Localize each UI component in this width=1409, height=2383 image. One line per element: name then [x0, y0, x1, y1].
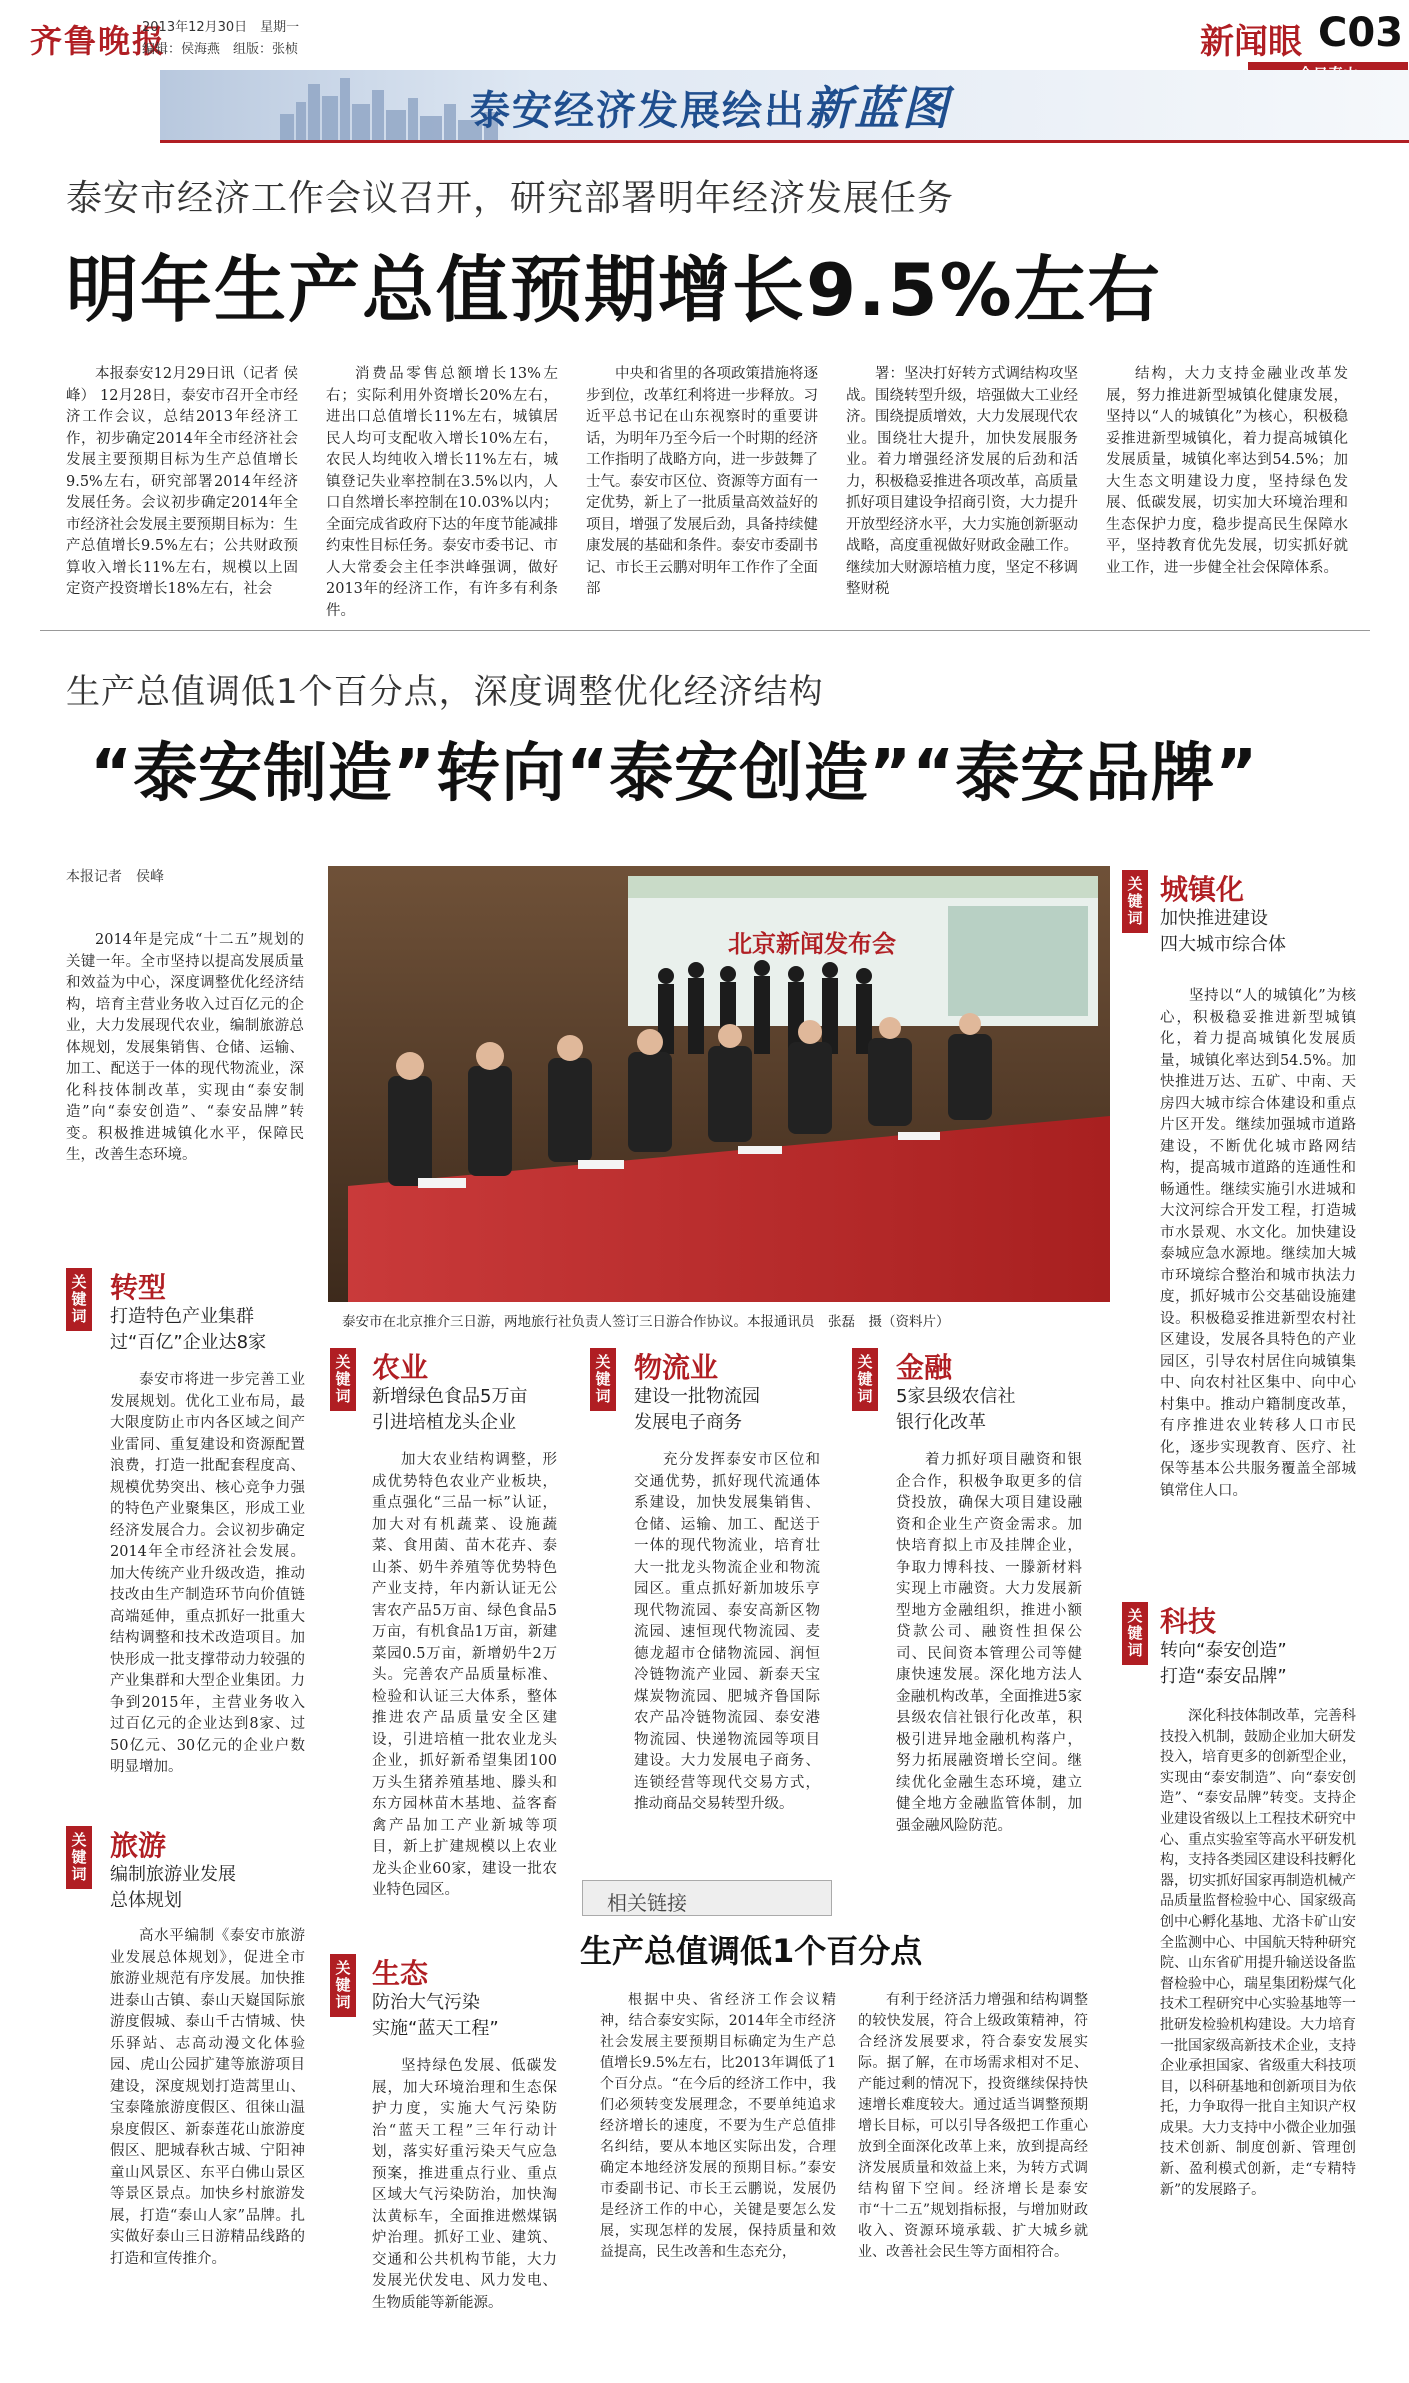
story2-byline: 本报记者 侯峰: [66, 869, 164, 885]
section-text-logistics: 充分发挥泰安市区位和交通优势，抓好现代流通体系建设，加快发展集销售、仓储、运输、加工、配送于一体的现代物流业，培育壮大一批龙头物流企业和物流园区。重点抓好新加坡乐亨现代物流园、泰安高新区物流园、速恒现代物流园、麦德龙超市仓储物流园、润恒冷链物流产业园、新泰天宝煤炭物流园、肥城齐鲁国际农产品冷链物流园、泰安港物流园、快递物流园等项目建设。大力发展电子商务、连锁经营等现代交易方式，推动商品交易转型升级。: [634, 1452, 820, 1812]
keyword-tag: 关键词: [1122, 1602, 1148, 1665]
story1-headline: 明年生产总值预期增长9.5%左右: [66, 248, 1162, 332]
related-link-tag: 相关链接: [582, 1880, 832, 1916]
photo-caption: 泰安市在北京推介三日游，两地旅行社负责人签订三日游合作协议。本报通讯员 张磊 摄（资料片）: [342, 1314, 950, 1330]
section-title-transformation: 转型: [110, 1271, 167, 1304]
story1-column-5: 结构，大力支持金融业改革发展，努力推进新型城镇化健康发展，坚持以“人的城镇化”为核心，积极稳妥推进新型城镇化，着力提高城镇化发展质量，城镇化率达到54.5%；加大生态文明建设力度，坚持绿色发展、低碳发展，切实加大环境治理和生态保护力度，稳步提高民生保障水平，坚持教育优先发展，切实抓好就业工作，进一步健全社会保障体系。: [1106, 366, 1348, 576]
story2-subtitle: 生产总值调低1个百分点，深度调整优化经济结构: [66, 672, 824, 712]
banner-title-main: 泰安经济发展绘出: [470, 88, 806, 134]
keyword-tag: 关键词: [66, 1826, 92, 1889]
banner-title-highlight: 新蓝图: [806, 81, 950, 135]
section-title-urbanization: 城镇化: [1160, 873, 1245, 906]
issue-date: 2013年12月30日 星期一: [142, 20, 300, 35]
section-text-technology: 深化科技体制改革，完善科技投入机制，鼓励企业加大研发投入，培育更多的创新型企业，实现由“泰安制造”、向“泰安创造”、“泰安品牌”转变。支持企业建设省级以上工程技术研究中心、重点实验室等高水平研发机构，支持各类园区建设科技孵化器，切实抓好国家再制造机械产品质量监督检验中心、国家级高创中心孵化基地、尤洛卡矿山安全监测中心、中国航天特种研究院、山东省矿用提升输送设备监督检验中心，瑞星集团粉煤气化技术工程研究中心实验基地等一批研发检验机构建设。大力培育一批国家级高新技术企业，支持企业承担国家、省级重大科技项目，以科研基地和创新项目为依托，力争取得一批自主知识产权成果。大力支持中小微企业加强技术创新、制度创新、管理创新、盈利模式创新，走“专精特新”的发展路子。: [1160, 1708, 1356, 2198]
section-title-finance: 金融: [896, 1351, 953, 1384]
header-rule: [160, 140, 1409, 143]
banner-title: [470, 72, 950, 138]
story2-headline: “泰安制造”转向“泰安创造”“泰安品牌”: [90, 737, 1259, 811]
section-subtitle-finance: 5家县级农信社 银行化改革: [896, 1386, 1016, 1433]
photo-banner-text: 北京新闻发布会: [728, 930, 896, 958]
section-title-ecology: 生态: [372, 1957, 429, 1990]
section-subtitle-ecology: 防治大气污染 实施“蓝天工程”: [372, 1992, 499, 2039]
keyword-tag: 关键词: [590, 1348, 616, 1411]
section-title-tourism: 旅游: [110, 1829, 167, 1862]
photo-illustration: [328, 866, 1110, 1302]
related-link-title: 生产总值调低1个百分点: [580, 1932, 923, 1970]
section-subtitle-urbanization: 加快推进建设 四大城市综合体: [1160, 908, 1286, 955]
keyword-tag: 关键词: [66, 1268, 92, 1331]
keyword-tag: 关键词: [852, 1348, 878, 1411]
keyword-tag: 关键词: [330, 1348, 356, 1411]
keyword-tag: 关键词: [330, 1954, 356, 2017]
story1-subtitle: 泰安市经济工作会议召开，研究部署明年经济发展任务: [66, 178, 955, 219]
section-title-technology: 科技: [1160, 1605, 1217, 1638]
section-text-agriculture: 加大农业结构调整，形成优势特色农业产业板块，重点强化“三品一标”认证，加大对有机蔬菜、设施蔬菜、食用菌、苗木花卉、泰山茶、奶牛养殖等优势特色产业支持，年内新认证无公害农产品5万亩、绿色食品5万亩，有机食品1万亩，新建菜园0.5万亩，新增奶牛2万头。完善农产品质量标准、检验和认证三大体系，整体推进农产品质量安全区建设，引进培植一批农业龙头企业，抓好新希望集团100万头生猪养殖基地、滕头和东方园林苗木基地、益客畜禽产品加工产业新城等项目，新上扩建规模以上农业龙头企业60家，建设一批农业特色园区。: [372, 1452, 557, 1898]
section-subtitle-transformation: 打造特色产业集群 过“百亿”企业达8家: [110, 1306, 267, 1353]
section-subtitle-tourism: 编制旅游业发展 总体规划: [110, 1864, 236, 1911]
section-text-ecology: 坚持绿色发展、低碳发展，加大环境治理和生态保护力度，实施大气污染防治“蓝天工程”三年行动计划，落实好重污染天气应急预案，推进重点行业、重点区域大气污染防治，加快淘汰黄标车，全面推进燃煤锅炉治理。抓好工业、建筑、交通和公共机构节能，大力发展光伏发电、风力发电、生物质能等新能源。: [372, 2058, 557, 2311]
story1-column-4: 署：坚决打好转方式调结构攻坚战。围绕转型升级，培强做大工业经济。围绕提质增效，大力发展现代农业。围绕壮大提升，加快发展服务业。着力增强经济发展的后劲和活力，积极稳妥推进各项改革，高质量抓好项目建设争招商引资，大力提升开放型经济水平，大力实施创新驱动战略，高度重视做好财政金融工作。继续加大财源培植力度，坚定不移调整财税: [846, 366, 1078, 597]
page-number: C03: [1318, 10, 1404, 56]
section-subtitle-agriculture: 新增绿色食品5万亩 引进培植龙头企业: [372, 1386, 528, 1433]
keyword-tag: 关键词: [1122, 870, 1148, 933]
section-subtitle-logistics: 建设一批物流园 发展电子商务: [634, 1386, 760, 1433]
section-text-finance: 着力抓好项目融资和银企合作，积极争取更多的信贷投放，确保大项目建设融资和企业生产资金需求。加快培育拟上市及挂牌企业，争取力博科技、一滕新材料实现上市融资。大力发展新型地方金融组织，推进小额贷款公司、融资性担保公司、民间资本管理公司等健康快速发展。深化地方法人金融机构改革，全面推进5家县级农信社银行化改革，积极引进异地金融机构落户，努力拓展融资增长空间。继续优化金融生态环境，建立健全地方金融监管体制，加强金融风险防范。: [896, 1452, 1082, 1834]
story-separator: [40, 630, 1370, 631]
story2-intro: 2014年是完成“十二五”规划的关键一年。全市坚持以提高发展质量和效益为中心，深度调整优化经济结构，培育主营业务收入过百亿元的企业，大力发展现代农业，编制旅游总体规划，发展集销售、仓储、运输、加工、配送于一体的现代物流业，深化科技体制改革，实现由“泰安制造”向“泰安创造”、“泰安品牌”转变。积极推进城镇化水平，保障民生，改善生态环境。: [66, 932, 304, 1163]
editor-credits: 编辑：侯海燕 组版：张桢: [142, 42, 299, 57]
newspaper-name: 齐鲁晚报: [30, 22, 167, 60]
story1-column-3: 中央和省里的各项政策措施将逐步到位，改革红利将进一步释放。习近平总书记在山东视察时的重要讲话，为明年乃至今后一个时期的经济工作指明了战略方向，进一步鼓舞了士气。泰安市区位、资源等方面有一定优势，新上了一批质量高效益好的项目，增强了发展后劲，具备持续健康发展的基础和条件。泰安市委副书记、市长王云鹏对明年工作作了全面部: [586, 366, 818, 597]
section-name: 新闻眼: [1200, 22, 1302, 62]
related-column-2: 有利于经济活力增强和结构调整的较快发展，符合上级政策精神，符合经济发展要求，符合泰安发展实际。据了解，在市场需求相对不足、产能过剩的情况下，投资继续保持快速增长难度较大。通过适当调整预期增长目标，可以引导各级把工作重心放到全面深化改革上来，放到提高经济发展质量和效益上来，为转方式调结构留下空间。经济增长是泰安市“十二五”规划指标报，与增加财政收入、资源环境承载、扩大城乡就业、改善社会民生等方面相符合。: [858, 1992, 1088, 2260]
story1-column-2: 消费品零售总额增长13%左右；实际利用外资增长20%左右，进出口总值增长11%左右，城镇居民人均可支配收入增长10%左右，农民人均纯收入增长11%左右，城镇登记失业率控制在3.5%以内，人口自然增长率控制在10.03%以内；全面完成省政府下达的年度节能减排约束性目标任务。泰安市委书记、市人大常委会主任李洪峰强调，做好2013年的经济工作，有许多有利条件。: [326, 366, 558, 619]
section-text-transformation: 泰安市将进一步完善工业发展规划。优化工业布局，最大限度防止市内各区域之间产业雷同、重复建设和资源配置浪费，打造一批配套程度高、规模优势突出、核心竞争力强的特色产业聚集区，形成工业经济发展合力。会议初步确定2014年全市经济社会发展。加大传统产业升级改造，推动技改由生产制造环节向价值链高端延伸，重点抓好一批重大结构调整和技术改造项目。加快形成一批支撑带动力较强的产业集群和大型企业集团。力争到2015年，主营业务收入过百亿元的企业达到8家、过50亿元、30亿元的企业户数明显增加。: [110, 1372, 305, 1775]
story1-column-1: 本报泰安12月29日讯（记者 侯峰） 12月28日，泰安市召开全市经济工作会议，总结2013年经济工作，初步确定2014年全市经济社会发展主要预期目标为生产总值增长9.5%左右，研究部署2014年经济发展任务。会议初步确定2014年全市经济社会发展主要预期目标为：生产总值增长9.5%左右；公共财政预算收入增长11%左右，规模以上固定资产投资增长18%左右，社会: [66, 366, 298, 597]
section-title-agriculture: 农业: [372, 1351, 429, 1384]
section-subtitle-technology: 转向“泰安创造” 打造“泰安品牌”: [1160, 1640, 1287, 1687]
signing-ceremony-photo: [328, 866, 1110, 1302]
section-text-tourism: 高水平编制《泰安市旅游业发展总体规划》，促进全市旅游业规范有序发展。加快推进泰山古镇、泰山天嶷国际旅游度假城、泰山千古情城、快乐驿站、志高动漫文化体验园、虎山公园扩建等旅游项目建设，深度规划打造蒿里山、宝泰隆旅游度假区、徂徕山温泉度假区、新泰莲花山旅游度假区、肥城春秋古城、宁阳神童山风景区、东平白佛山景区等景区景点。加快乡村旅游发展，打造“泰山人家”品牌。扎实做好泰山三日游精品线路的打造和宣传推介。: [110, 1928, 305, 2267]
section-text-urbanization: 坚持以“人的城镇化”为核心，积极稳妥推进新型城镇化，着力提高城镇化发展质量，城镇化率达到54.5%。加快推进万达、五矿、中南、天房四大城市综合体建设和重点片区开发。继续加强城市道路建设，不断优化城市路网结构，提高城市道路的连通性和畅通性。继续实施引水进城和大汶河综合开发工程，打造城市水景观、水文化。加快建设泰城应急水源地。继续加大城市环境综合整治和城市执法力度，抓好城市公交基础设施建设。积极稳妥推进新型农村社区建设，发展各具特色的产业园区，引导农村居住向城镇集中、向农村社区集中、向中心村集中。推动户籍制度改革，有序推进农业转移人口市民化，逐步实现教育、医疗、社保等基本公共服务覆盖全部城镇常住人口。: [1160, 988, 1356, 1499]
section-title-logistics: 物流业: [634, 1351, 719, 1384]
related-column-1: 根据中央、省经济工作会议精神，结合泰安实际，2014年全市经济社会发展主要预期目标确定为生产总值增长9.5%左右，比2013年调低了1个百分点。“在今后的经济工作中，我们必须转变发展理念，不要单纯追求经济增长的速度，不要为生产总值排名纠结，要从本地区实际出发，合理确定本地经济发展的预期目标。”泰安市委副书记、市长王云鹏说，发展仍是经济工作的中心，关键是要怎么发展，实现怎样的发展，保持质量和效益提高，民生改善和生态充分，: [600, 1992, 836, 2260]
